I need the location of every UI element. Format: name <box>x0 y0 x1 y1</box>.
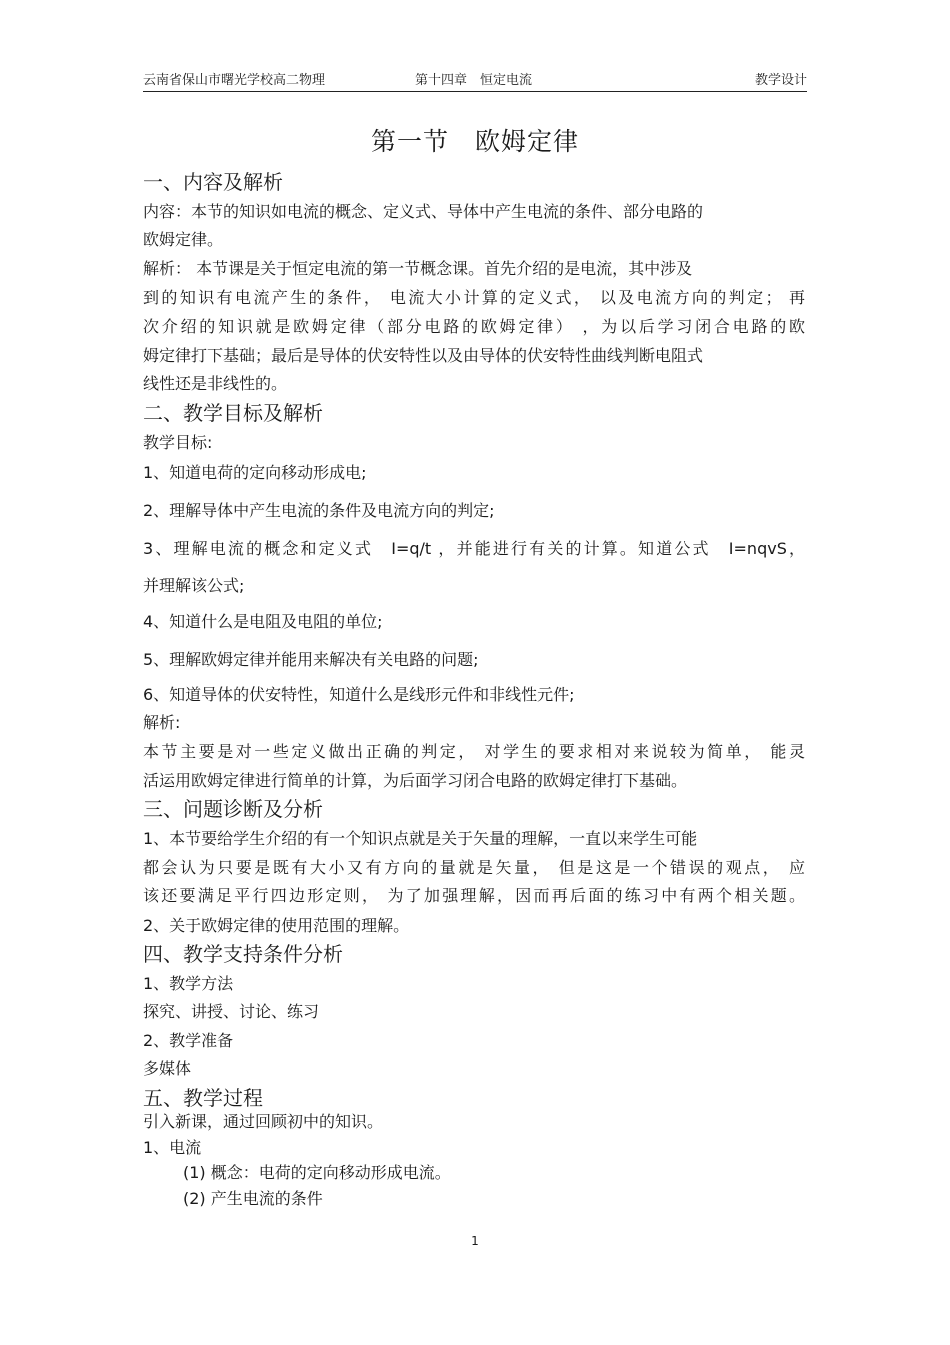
sub-item: (1) 概念：电荷的定向移动形成电流。 <box>183 1163 451 1182</box>
section-heading-4: 四、教学支持条件分析 <box>143 942 343 966</box>
paragraph-line: 探究、讲授、讨论、练习 <box>143 1002 320 1021</box>
paragraph-line: 多媒体 <box>143 1059 192 1078</box>
paragraph-line: 2、教学准备 <box>143 1031 234 1050</box>
paragraph-line: 欧姆定律。 <box>143 230 224 249</box>
paragraph-line: 解析： 本节课是关于恒定电流的第一节概念课。首先介绍的是电流，其中涉及 <box>143 259 693 278</box>
paragraph-line: 教学目标: <box>143 433 213 452</box>
goal-item: 1、知道电荷的定向移动形成电; <box>143 463 367 482</box>
paragraph-line: 姆定律打下基础；最后是导体的伏安特性以及由导体的伏安特性曲线判断电阻式 <box>143 346 704 365</box>
paragraph-line: 到的知识有电流产生的条件， 电流大小计算的定义式， 以及电流方向的判定； 再 <box>143 288 805 307</box>
goal-item: 5、理解欧姆定律并能用来解决有关电路的问题; <box>143 650 479 669</box>
goal-item: 4、知道什么是电阻及电阻的单位; <box>143 612 383 631</box>
paragraph-line: 解析: <box>143 713 181 732</box>
goal-item: 6、知道导体的伏安特性，知道什么是线形元件和非线性元件; <box>143 685 575 704</box>
paragraph-line: 都会认为只要是既有大小又有方向的量就是矢量， 但是这是一个错误的观点， 应 <box>143 858 805 877</box>
page-header <box>143 67 807 92</box>
section-heading-2: 二、教学目标及解析 <box>143 401 323 425</box>
paragraph-line: 引入新课，通过回顾初中的知识。 <box>143 1112 384 1131</box>
header-chapter: 第十四章 恒定电流 <box>415 73 533 88</box>
paragraph-line: 线性还是非线性的。 <box>143 374 288 393</box>
header-doc-type: 教学设计 <box>754 73 807 88</box>
paragraph-line: 1、教学方法 <box>143 974 234 993</box>
page-number: 1 <box>471 1234 479 1248</box>
paragraph-line: 活运用欧姆定律进行简单的计算，为后面学习闭合电路的欧姆定律打下基础。 <box>143 771 688 790</box>
document-title: 第一节 欧姆定律 <box>370 127 579 156</box>
paragraph-line: 内容：本节的知识如电流的概念、定义式、导体中产生电流的条件、部分电路的 <box>143 202 704 221</box>
goal-item: 并理解该公式; <box>143 576 245 595</box>
paragraph-line: 2、关于欧姆定律的使用范围的理解。 <box>143 916 410 935</box>
section-heading-3: 三、问题诊断及分析 <box>143 797 323 821</box>
sub-item: (2) 产生电流的条件 <box>183 1189 323 1208</box>
paragraph-line: 次介绍的知识就是欧姆定律（部分电路的欧姆定律） ，为以后学习闭合电路的欧 <box>143 317 805 336</box>
paragraph-line: 1、本节要给学生介绍的有一个知识点就是关于矢量的理解，一直以来学生可能 <box>143 829 698 848</box>
paragraph-line: 1、电流 <box>143 1138 202 1157</box>
paragraph-line: 该还要满足平行四边形定则， 为了加强理解，因而再后面的练习中有两个相关题。 <box>143 886 805 905</box>
header-school: 云南省保山市曙光学校高二物理 <box>143 73 326 88</box>
goal-item: 3、理解电流的概念和定义式 I=q/t ，并能进行有关的计算。知道公式 I=nqvS， <box>143 539 805 558</box>
goal-item: 2、理解导体中产生电流的条件及电流方向的判定; <box>143 501 495 520</box>
section-heading-1: 一、内容及解析 <box>143 170 283 194</box>
section-heading-5: 五、教学过程 <box>143 1086 263 1110</box>
paragraph-line: 本节主要是对一些定义做出正确的判定， 对学生的要求相对来说较为简单， 能灵 <box>143 742 805 761</box>
